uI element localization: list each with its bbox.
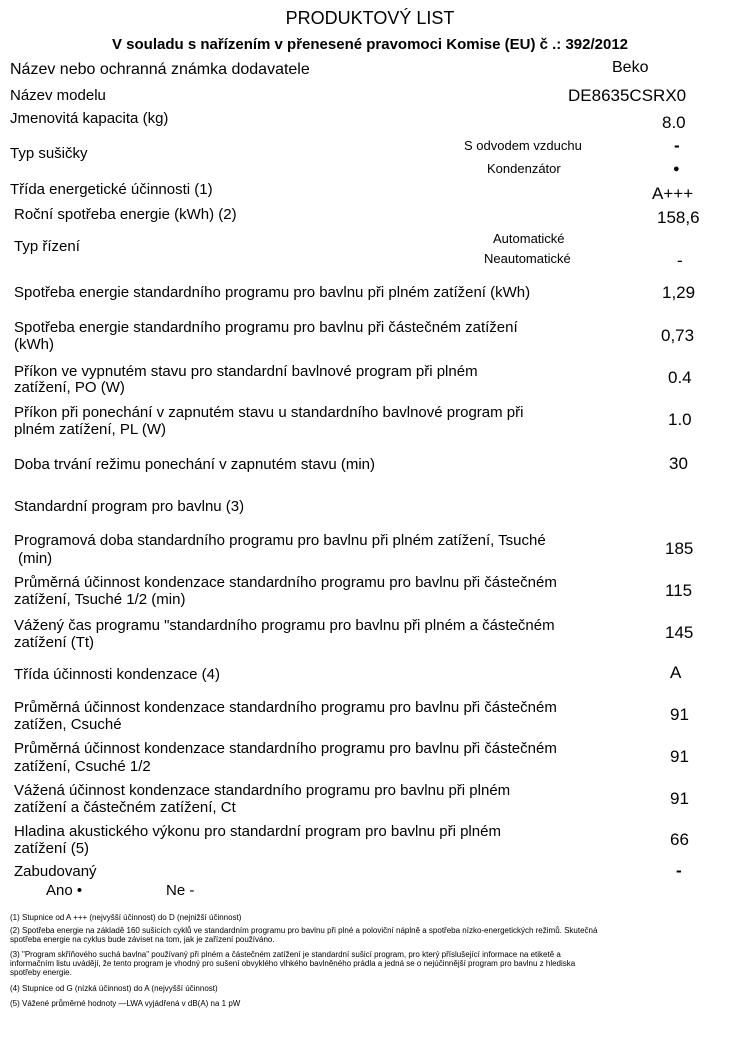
built-in-value: -	[676, 861, 682, 880]
program-time-partial-value: 115	[665, 581, 693, 600]
energy-partial-load-value: 0,73	[661, 326, 695, 345]
regulation-subtitle: V souladu s nařízením v přenesené pravomoci Komise (EU) č .: 392/2012	[111, 36, 629, 53]
dryer-type-label: Typ sušičky	[10, 145, 88, 162]
power-left-on-value: 1.0	[668, 410, 692, 429]
control-type-automatic-option: Automatické	[493, 231, 565, 246]
noise-level-label-line2: zatížení (5)	[14, 840, 90, 857]
condensation-efficiency-half-label-line1: Průměrná účinnost kondenzace standardního programu pro bavlnu při částečném	[14, 740, 557, 757]
annual-energy-label: Roční spotřeba energie (kWh) (2)	[14, 206, 237, 223]
power-off-label-line1: Příkon ve vypnutém stavu pro standardní bavlnové program při plném	[14, 363, 478, 380]
program-time-full-value: 185	[665, 539, 694, 558]
noise-level-label-line1: Hladina akustického výkonu pro standardní program pro bavlnu při plném	[14, 823, 501, 840]
power-off-value: 0.4	[668, 368, 692, 387]
control-type-manual-option: Neautomatické	[484, 251, 571, 266]
energy-partial-load-label-line1: Spotřeba energie standardního programu pro bavlnu při částečném zatížení	[14, 319, 518, 336]
program-time-full-label-line1: Programová doba standardního programu pro bavlnu při plném zatížení, Tsuché	[14, 532, 546, 549]
page-title: PRODUKTOVÝ LIST	[285, 8, 455, 28]
footnote-2: (2) Spotřeba energie na základě 160 sušicích cyklů ve standardním programu pro bavlnu při plné a poloviční náplně a spotřeba nízko-energetických režimů. Skutečná spotřeba energie na cyklus bude záviset na tom, jak je zařízení používáno.	[10, 926, 598, 944]
condensation-class-label: Třída účinnosti kondenzace (4)	[14, 666, 220, 683]
footnote-3: (3) "Program skříňového suchá bavlna" používaný při plném a částečném zatížení je standardní sušicí program, pro který příslušející informace na etiketě a informačním listu uvádějí, že tento program je vhodný pro sušení obvyklého vlhkého bavlněného prádla a jedná se o nejúčinnější program pro bavlnu z hlediska spotřeby energie.	[10, 950, 576, 977]
condensation-efficiency-full-label-line2: zatížen, Csuché	[14, 716, 122, 733]
supplier-label: Název nebo ochranná známka dodavatele	[10, 61, 310, 78]
energy-full-load-value: 1,29	[662, 283, 696, 302]
energy-full-load-label: Spotřeba energie standardního programu pro bavlnu při plném zatížení (kWh)	[14, 284, 531, 301]
condensation-efficiency-full-label-line1: Průměrná účinnost kondenzace standardního programu pro bavlnu při částečném	[14, 699, 557, 716]
built-in-no-option: Ne -	[166, 882, 195, 899]
footnote-5: (5) Vážené průměrné hodnoty —LWA vyjádřená v dB(A) na 1 pW	[10, 999, 241, 1008]
dryer-type-vented-option: S odvodem vzduchu	[464, 138, 582, 153]
dryer-type-condenser-option: Kondenzátor	[487, 161, 561, 176]
program-time-partial-label-line1: Průměrná účinnost kondenzace standardního programu pro bavlnu při částečném	[14, 574, 557, 591]
condensation-efficiency-weighted-value: 91	[670, 789, 689, 808]
energy-class-value: A+++	[652, 184, 694, 203]
condensation-efficiency-weighted-label-line1: Vážená účinnost kondenzace standardního programu pro bavlnu při plném	[14, 782, 511, 799]
condensation-efficiency-weighted-label-line2: zatížení a částečném zatížení, Ct	[14, 799, 236, 816]
built-in-yes-option: Ano •	[46, 882, 83, 899]
condensation-efficiency-half-value: 91	[670, 747, 689, 766]
power-off-label-line2: zatížení, PO (W)	[14, 379, 125, 396]
standard-program-label: Standardní program pro bavlnu (3)	[14, 498, 245, 515]
built-in-label: Zabudovaný	[14, 863, 97, 880]
dryer-type-vented-value: -	[674, 136, 680, 155]
noise-level-value: 66	[670, 830, 689, 849]
weighted-time-label-line1: Vážený čas programu "standardního programu pro bavlnu při plném a částečném	[14, 617, 555, 634]
left-on-duration-value: 30	[669, 454, 688, 473]
model-value: DE8635CSRX0	[568, 86, 687, 105]
control-type-manual-value: -	[677, 251, 683, 270]
energy-class-label: Třída energetické účinnosti (1)	[10, 181, 213, 198]
condensation-efficiency-half-label-line2: zatížení, Csuché 1/2	[14, 758, 151, 775]
footnote-4: (4) Stupnice od G (nízká účinnost) do A (nejvyšší účinnost)	[10, 984, 218, 993]
footnote-1: (1) Stupnice od A +++ (nejvyšší účinnost) do D (nejnižší účinnost)	[10, 913, 242, 922]
condensation-class-value: A	[670, 663, 682, 682]
control-type-label: Typ řízení	[14, 238, 80, 255]
program-time-partial-label-line2: zatížení, Tsuché 1/2 (min)	[14, 591, 186, 608]
dryer-type-condenser-value: ●	[673, 163, 680, 175]
energy-partial-load-label-line2: (kWh)	[14, 336, 54, 353]
capacity-value: 8.0	[662, 113, 686, 132]
model-label: Název modelu	[10, 87, 106, 104]
condensation-efficiency-full-value: 91	[670, 705, 689, 724]
program-time-full-label-line2: (min)	[18, 550, 53, 567]
capacity-label: Jmenovitá kapacita (kg)	[10, 110, 169, 127]
power-left-on-label-line1: Příkon při ponechání v zapnutém stavu u standardního bavlnové program při	[14, 404, 524, 421]
weighted-time-value: 145	[665, 623, 694, 642]
supplier-value: Beko	[612, 59, 649, 76]
power-left-on-label-line2: plném zatížení, PL (W)	[14, 421, 166, 438]
left-on-duration-label: Doba trvání režimu ponechání v zapnutém stavu (min)	[14, 456, 376, 473]
weighted-time-label-line2: zatížení (Tt)	[14, 634, 95, 651]
annual-energy-value: 158,6	[657, 208, 700, 227]
